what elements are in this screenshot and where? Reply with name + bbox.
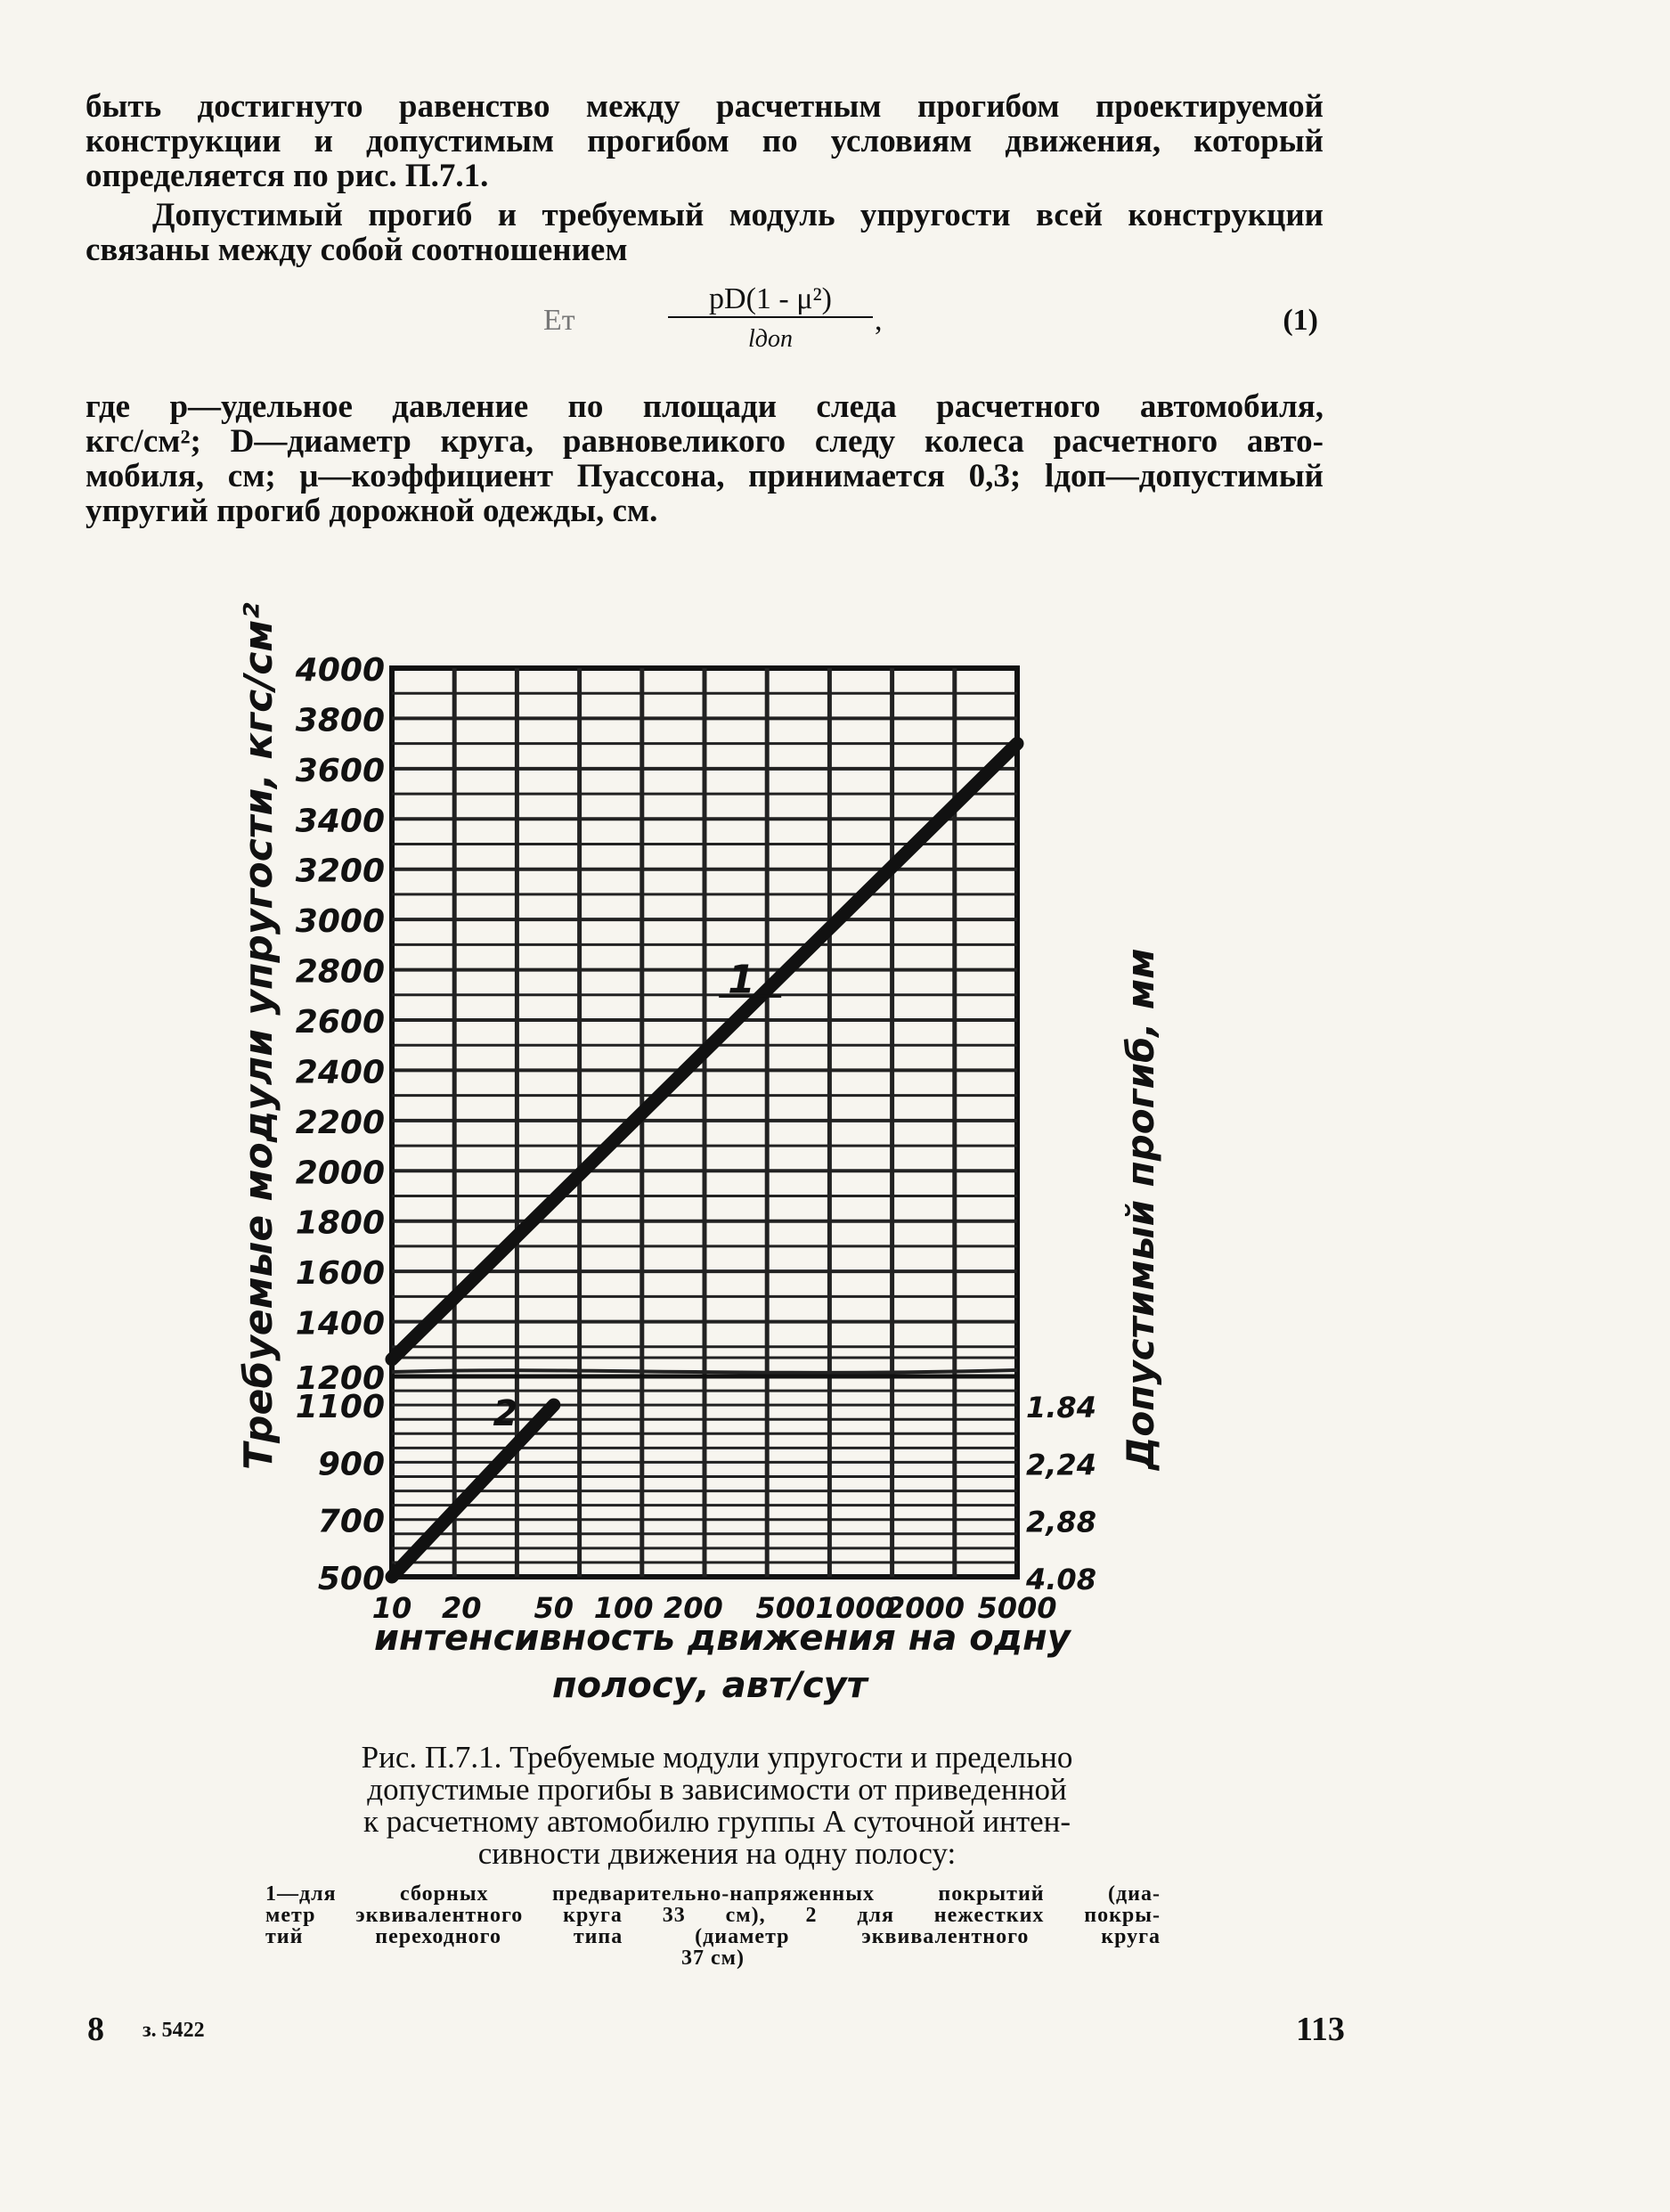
caption-note-line: 37 см) [681, 1947, 745, 1970]
x-tick-label: 500 [755, 1591, 816, 1625]
paragraph-line: упругий прогиб дорожной одежды, см. [86, 493, 658, 529]
y-axis-label-right: Допустимый прогиб, мм [1119, 948, 1162, 1470]
page-number: 113 [1296, 2011, 1345, 2048]
caption-line: к расчетному автомобилю группы А суточной интен- [363, 1804, 1071, 1839]
y-tick-label: 700 [317, 1503, 385, 1540]
formula-comma: , [875, 304, 883, 337]
caption-line: допустимые прогибы в зависимости от приведенной [367, 1772, 1067, 1807]
paragraph-line: мобиля, см; μ—коэффициент Пуассона, принимается 0,3; lдоп—допустимый [86, 458, 1324, 494]
footer-print-code: з. 5422 [143, 2019, 205, 2042]
formula-number: (1) [1283, 304, 1318, 337]
paragraph-line: Допустимый прогиб и требуемый модуль упругости всей конструкции [152, 197, 1324, 233]
y-tick-label: 1100 [295, 1389, 385, 1426]
x-tick-label: 2000 [884, 1591, 965, 1625]
y-tick-label: 2600 [295, 1004, 385, 1041]
figure-caption [272, 1742, 1162, 1870]
chart-grid [392, 668, 1017, 1577]
x-axis-label-line2: полосу, авт/сут [552, 1665, 868, 1706]
y-tick-label: 1400 [295, 1305, 385, 1343]
paragraph-line: быть достигнуто равенство между расчетным прогибом проектируемой [86, 88, 1324, 125]
y-tick-label: 3000 [295, 903, 385, 941]
y-tick-label: 3600 [295, 752, 385, 789]
caption-note-line: 1—для сборных предварительно-напряженных покрытий (диа- [265, 1882, 1161, 1906]
y-tick-label: 1800 [295, 1204, 385, 1242]
right-tick-label: 2,88 [1026, 1505, 1096, 1539]
right-tick-label: 2,24 [1026, 1448, 1096, 1482]
caption-note-line: тий переходного типа (диаметр эквивалентного круга [265, 1925, 1161, 1948]
formula-denominator: lдоп [748, 325, 793, 353]
figure-caption-note [265, 1883, 1161, 1969]
paragraph-line: где p—удельное давление по площади следа расчетного автомобиля, [86, 388, 1324, 425]
caption-note-line: метр эквивалентного круга 33 см), 2 для нежестких покры- [265, 1904, 1161, 1927]
caption-line: сивности движения на одну полосу: [477, 1836, 957, 1871]
series-2-label: 2 [493, 1393, 518, 1434]
y-tick-label: 2800 [295, 953, 385, 991]
y-axis-label-left: Требуемые модули упругости, кгс/см² [236, 602, 281, 1470]
y-tick-label: 3200 [295, 853, 385, 890]
y-tick-label: 1600 [295, 1255, 385, 1293]
y-tick-label: 900 [317, 1446, 385, 1483]
x-tick-label: 200 [663, 1591, 723, 1625]
panel-break-line [392, 1370, 1017, 1373]
formula-lhs: Eт [543, 304, 575, 337]
x-tick-label: 5000 [977, 1591, 1057, 1625]
x-tick-label: 100 [593, 1591, 654, 1625]
y-tick-label: 3400 [295, 803, 385, 840]
y-tick-label: 500 [317, 1561, 385, 1597]
series-1-label: 1 [728, 957, 755, 1003]
paragraph-line: кгс/см²; D—диаметр круга, равновеликого следу колеса расчетного авто- [86, 423, 1324, 460]
right-tick-label: 4.08 [1026, 1563, 1096, 1596]
paragraph-line: определяется по рис. П.7.1. [86, 158, 489, 194]
y-tick-label: 4000 [295, 652, 385, 689]
caption-line: Рис. П.7.1. Требуемые модули упругости и предельно [361, 1740, 1073, 1775]
formula-numerator: pD(1 - μ²) [668, 282, 873, 318]
paragraph-line: конструкции и допустимым прогибом по условиям движения, который [86, 123, 1324, 159]
x-tick-label: 1000 [815, 1591, 895, 1625]
y-tick-label: 2400 [295, 1054, 385, 1091]
y-tick-label: 2000 [295, 1155, 385, 1192]
paragraph-line: связаны между собой соотношением [86, 232, 628, 268]
x-axis-label-line1: интенсивность движения на одну [374, 1618, 1071, 1659]
right-tick-label: 1.84 [1026, 1391, 1096, 1425]
y-tick-label: 1200 [295, 1360, 385, 1397]
footer-sheet-number: 8 [87, 2011, 104, 2048]
chart-ticks [295, 652, 1096, 1625]
y-tick-label: 2200 [295, 1104, 385, 1141]
x-tick-label: 10 [371, 1591, 412, 1625]
x-tick-label: 20 [442, 1591, 482, 1625]
y-tick-label: 3800 [295, 702, 385, 739]
x-tick-label: 50 [534, 1591, 574, 1625]
